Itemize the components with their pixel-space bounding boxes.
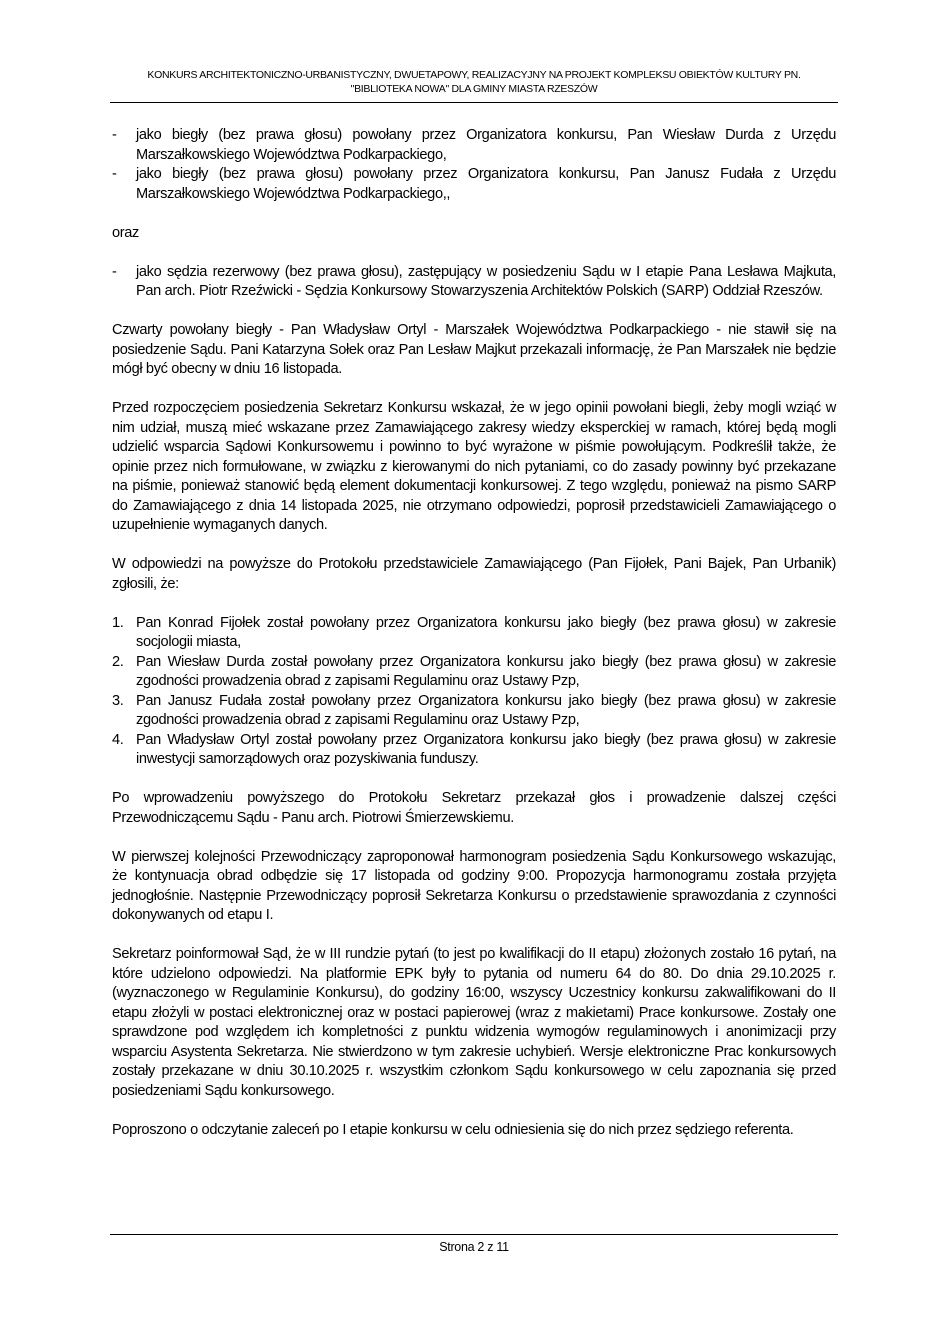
paragraph: Czwarty powołany biegły - Pan Władysław Ortyl - Marszałek Województwa Podkarpackiego - nie stawił się na posiedzenie Sądu. Pani Katarzyna Sołek oraz Pan Lesław Majkut przekazali informację, że Pan Marszałek nie będzie mógł być obecny w dniu 16 listopada.	[112, 322, 836, 377]
list-item	[112, 126, 836, 165]
dash-bullet: -	[112, 127, 117, 143]
list-item	[112, 263, 836, 302]
numbered-item	[112, 692, 836, 731]
header-line-2: "BIBLIOTEKA NOWA" DLA GMINY MIASTA RZESZÓW	[350, 83, 598, 95]
page-number: Strona 2 z 11	[439, 1240, 509, 1254]
list-item-text: jako biegły (bez prawa głosu) powołany przez Organizatora konkursu, Pan Wiesław Durda z Urzędu Marszałkowskiego Województwa Podkarpackiego,	[136, 127, 836, 163]
oraz-label: oraz	[112, 224, 139, 241]
item-number: 1.	[112, 614, 124, 631]
document-body	[112, 126, 836, 1160]
item-number: 2.	[112, 653, 124, 670]
numbered-item	[112, 731, 836, 770]
paragraph: W pierwszej kolejności Przewodniczący zaproponował harmonogram posiedzenia Sądu Konkursowego wskazując, że kontynuacja obrad odbędzie się 17 listopada od godziny 9:00. Propozycja harmonogramu została przyjęta jednogłośnie. Następnie Przewodniczący poprosił Sekretarza Konkursu o przedstawienie sprawozdania z czynności dokonywanych od etapu I.	[112, 848, 836, 923]
paragraph: W odpowiedzi na powyższe do Protokołu przedstawiciele Zamawiającego (Pan Fijołek, Pani Bajek, Pan Urbanik) zgłosili, że:	[112, 556, 836, 592]
expert-list	[112, 126, 836, 204]
paragraph: Po wprowadzeniu powyższego do Protokołu Sekretarz przekazał głos i prowadzenie dalszej części Przewodniczącemu Sądu - Panu arch. Piotrowi Śmierzewskiemu.	[112, 790, 836, 826]
paragraph: Sekretarz poinformował Sąd, że w III rundzie pytań (to jest po kwalifikacji do II etapu) złożonych zostało 16 pytań, na które udzielono odpowiedzi. Na platformie EPK były to pytania od numeru 64 do 80. Do dnia 29.10.2025 r. (wyznaczonego w Regulaminie Konkursu), do godziny 16:00, wszyscy Uczestnicy konkursu zakwalifikowani do II etapu złożyli w postaci elektronicznej oraz w postaci papierowej (wraz z makietami) Prace konkursowe. Zostały one sprawdzone pod względem ich kompletności z punktu widzenia wymogów regulaminowych i anonimizacji przy wsparciu Asystenta Sekretarza. Nie stwierdzono w tym zakresie uchybień. Wersje elektroniczne Prac konkursowych zostały przekazane w dniu 30.10.2025 r. wszystkim członkom Sądu konkursowego w celu zapoznania się przed posiedzeniami Sądu konkursowego.	[112, 946, 836, 1099]
reserve-judge-list	[112, 263, 836, 302]
item-text: Pan Wiesław Durda został powołany przez Organizatora konkursu jako biegły (bez prawa głosu) w zakresie zgodności prowadzenia obrad z zapisami Regulaminu oraz Ustawy Pzp,	[136, 653, 836, 689]
item-text: Pan Władysław Ortyl został powołany przez Organizatora konkursu jako biegły (bez prawa głosu) w zakresie inwestycji samorządowych oraz pozyskiwania funduszy.	[136, 731, 836, 767]
numbered-list	[112, 614, 836, 770]
paragraph: Poproszono o odczytanie zaleceń po I etapie konkursu w celu odniesienia się do nich przez sędziego referenta.	[112, 1121, 794, 1138]
list-item	[112, 165, 836, 204]
page-header	[110, 68, 838, 96]
dash-bullet: -	[112, 263, 117, 280]
list-item-text: jako biegły (bez prawa głosu) powołany przez Organizatora konkursu, Pan Janusz Fudała z Urzędu Marszałkowskiego Województwa Podkarpackiego,,	[136, 166, 836, 202]
numbered-item	[112, 614, 836, 653]
footer-divider	[110, 1234, 838, 1235]
header-divider	[110, 102, 838, 103]
numbered-item	[112, 653, 836, 692]
list-item-text: jako sędzia rezerwowy (bez prawa głosu), zastępujący w posiedzeniu Sądu w I etapie Pana Lesława Majkuta, Pan arch. Piotr Rzeźwicki - Sędzia Konkursowy Stowarzyszenia Architektów Polskich (SARP) Oddział Rzeszów.	[136, 263, 836, 299]
item-number: 4.	[112, 731, 124, 748]
header-line-1: KONKURS ARCHITEKTONICZNO-URBANISTYCZNY, DWUETAPOWY, REALIZACYJNY NA PROJEKT KOMPLEKSU OBIEKTÓW KULTURY PN.	[147, 69, 801, 81]
item-number: 3.	[112, 692, 124, 709]
item-text: Pan Janusz Fudała został powołany przez Organizatora konkursu jako biegły (bez prawa głosu) w zakresie zgodności prowadzenia obrad z zapisami Regulaminu oraz Ustawy Pzp,	[136, 692, 836, 728]
item-text: Pan Konrad Fijołek został powołany przez Organizatora konkursu jako biegły (bez prawa głosu) w zakresie socjologii miasta,	[136, 614, 836, 650]
dash-bullet: -	[112, 166, 117, 182]
paragraph: Przed rozpoczęciem posiedzenia Sekretarz Konkursu wskazał, że w jego opinii powołani biegli, żeby mogli wziąć w nim udział, muszą mieć wskazane przez Zamawiającego zakresy wiedzy eksperckiej w ramach, której będą mogli udzielić wsparcia Sądowi Konkursowemu i powinno to być wyrażone w piśmie powołującym. Podkreślił także, że opinie przez nich formułowane, w związku z kierowanymi do nich pytaniami, co do zasady powinny być przekazane na piśmie, ponieważ stanowić będą element dokumentacji konkursowej. Z tego względu, ponieważ na pismo SARP do Zamawiającego z dnia 14 listopada 2025, nie otrzymano odpowiedzi, poprosił przedstawicieli Zamawiającego o uzupełnienie wymaganych danych.	[112, 400, 836, 533]
